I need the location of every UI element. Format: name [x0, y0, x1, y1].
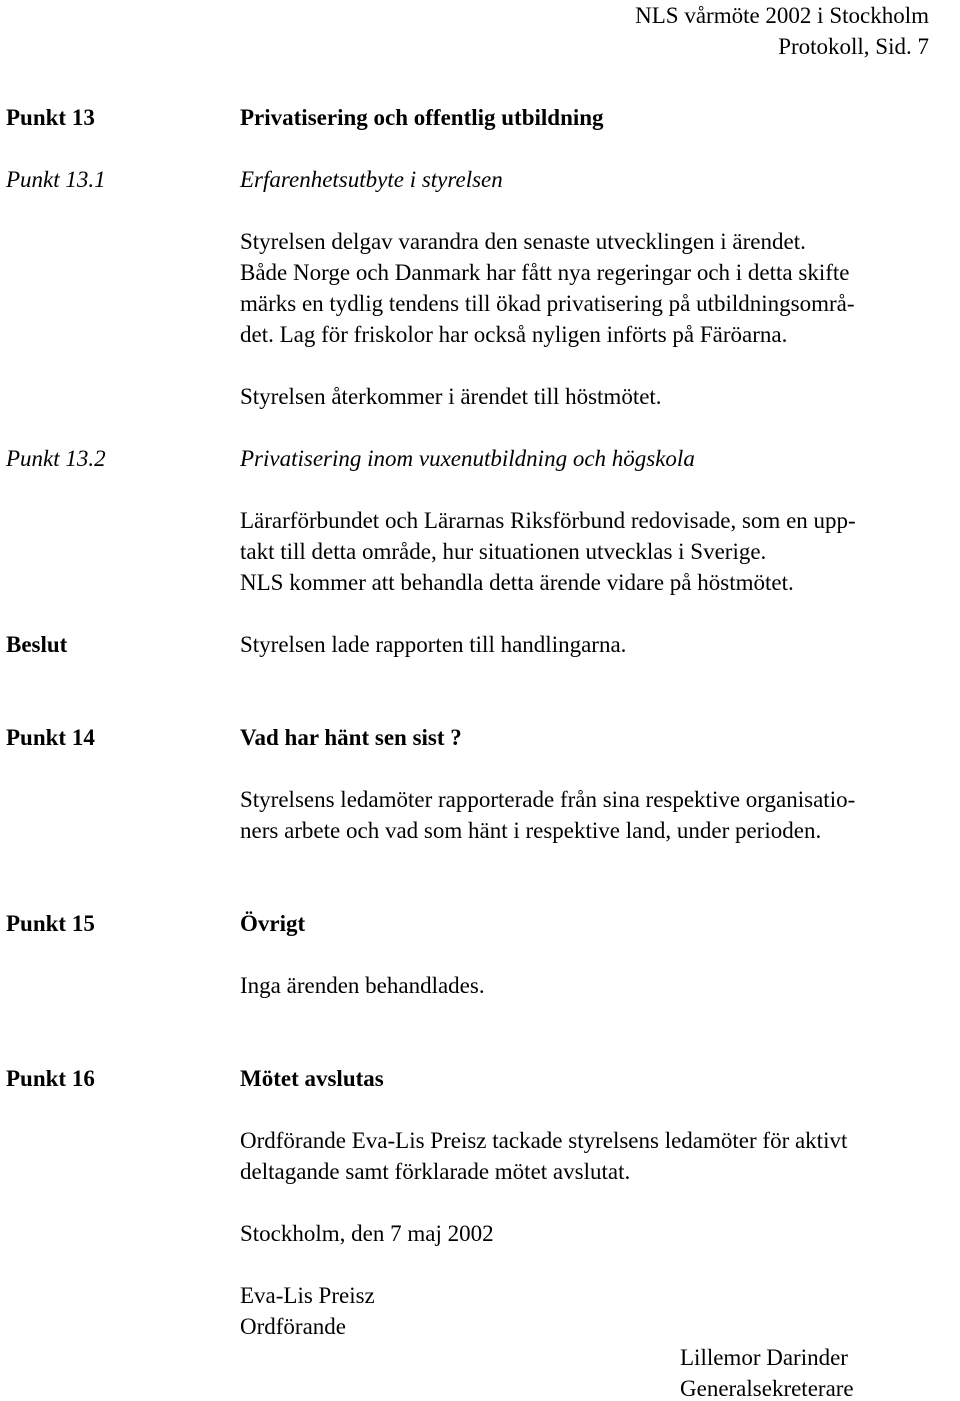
section-16-label: Punkt 16 — [6, 1066, 95, 1091]
header-page-number: Protokoll, Sid. 7 — [778, 34, 929, 59]
section-13-2-label: Punkt 13.2 — [6, 446, 106, 471]
section-13-title: Privatisering och offentlig utbildning — [240, 105, 604, 130]
decision-label: Beslut — [6, 632, 68, 657]
header-title: NLS vårmöte 2002 i Stockholm — [635, 3, 929, 28]
section-13-1-body-line: det. Lag för friskolor har också nyligen införts på Färöarna. — [240, 322, 788, 347]
signer-role: Ordförande — [240, 1314, 347, 1339]
section-13-1-body-line: märks en tydlig tendens till ökad privatisering på utbildningsområ- — [240, 291, 855, 316]
section-13-1-note: Styrelsen återkommer i ärendet till höstmötet. — [240, 384, 662, 409]
signer-name: Eva-Lis Preisz — [240, 1283, 375, 1308]
section-13-1-body-line: Styrelsen delgav varandra den senaste utvecklingen i ärendet. — [240, 229, 806, 254]
section-13-2-body-line: takt till detta område, hur situationen utvecklas i Sverige. — [240, 539, 767, 564]
signer-role: Generalsekreterare — [680, 1376, 854, 1401]
section-13-2-body-line: NLS kommer att behandla detta ärende vidare på höstmötet. — [240, 570, 794, 595]
signer-name: Lillemor Darinder — [680, 1345, 848, 1370]
decision-text: Styrelsen lade rapporten till handlingarna. — [240, 632, 627, 657]
section-16-body-line: Ordförande Eva-Lis Preisz tackade styrelsens ledamöter för aktivt — [240, 1128, 848, 1153]
section-14-title: Vad har hänt sen sist ? — [240, 725, 462, 750]
section-14-body-line: ners arbete och vad som hänt i respektive land, under perioden. — [240, 818, 822, 843]
section-14-body-line: Styrelsens ledamöter rapporterade från sina respektive organisatio- — [240, 787, 856, 812]
section-16-body-line: deltagande samt förklarade mötet avslutat. — [240, 1159, 631, 1184]
section-15-body: Inga ärenden behandlades. — [240, 973, 485, 998]
section-13-1-title: Erfarenhetsutbyte i styrelsen — [240, 167, 503, 192]
section-13-1-label: Punkt 13.1 — [6, 167, 106, 192]
section-13-label: Punkt 13 — [6, 105, 95, 130]
section-16-title: Mötet avslutas — [240, 1066, 384, 1091]
section-15-label: Punkt 15 — [6, 911, 95, 936]
section-13-2-body-line: Lärarförbundet och Lärarnas Riksförbund redovisade, som en upp- — [240, 508, 856, 533]
section-15-title: Övrigt — [240, 911, 306, 936]
section-13-2-title: Privatisering inom vuxenutbildning och högskola — [240, 446, 695, 471]
place-date: Stockholm, den 7 maj 2002 — [240, 1221, 494, 1246]
section-13-1-body-line: Både Norge och Danmark har fått nya regeringar och i detta skifte — [240, 260, 850, 285]
section-14-label: Punkt 14 — [6, 725, 95, 750]
